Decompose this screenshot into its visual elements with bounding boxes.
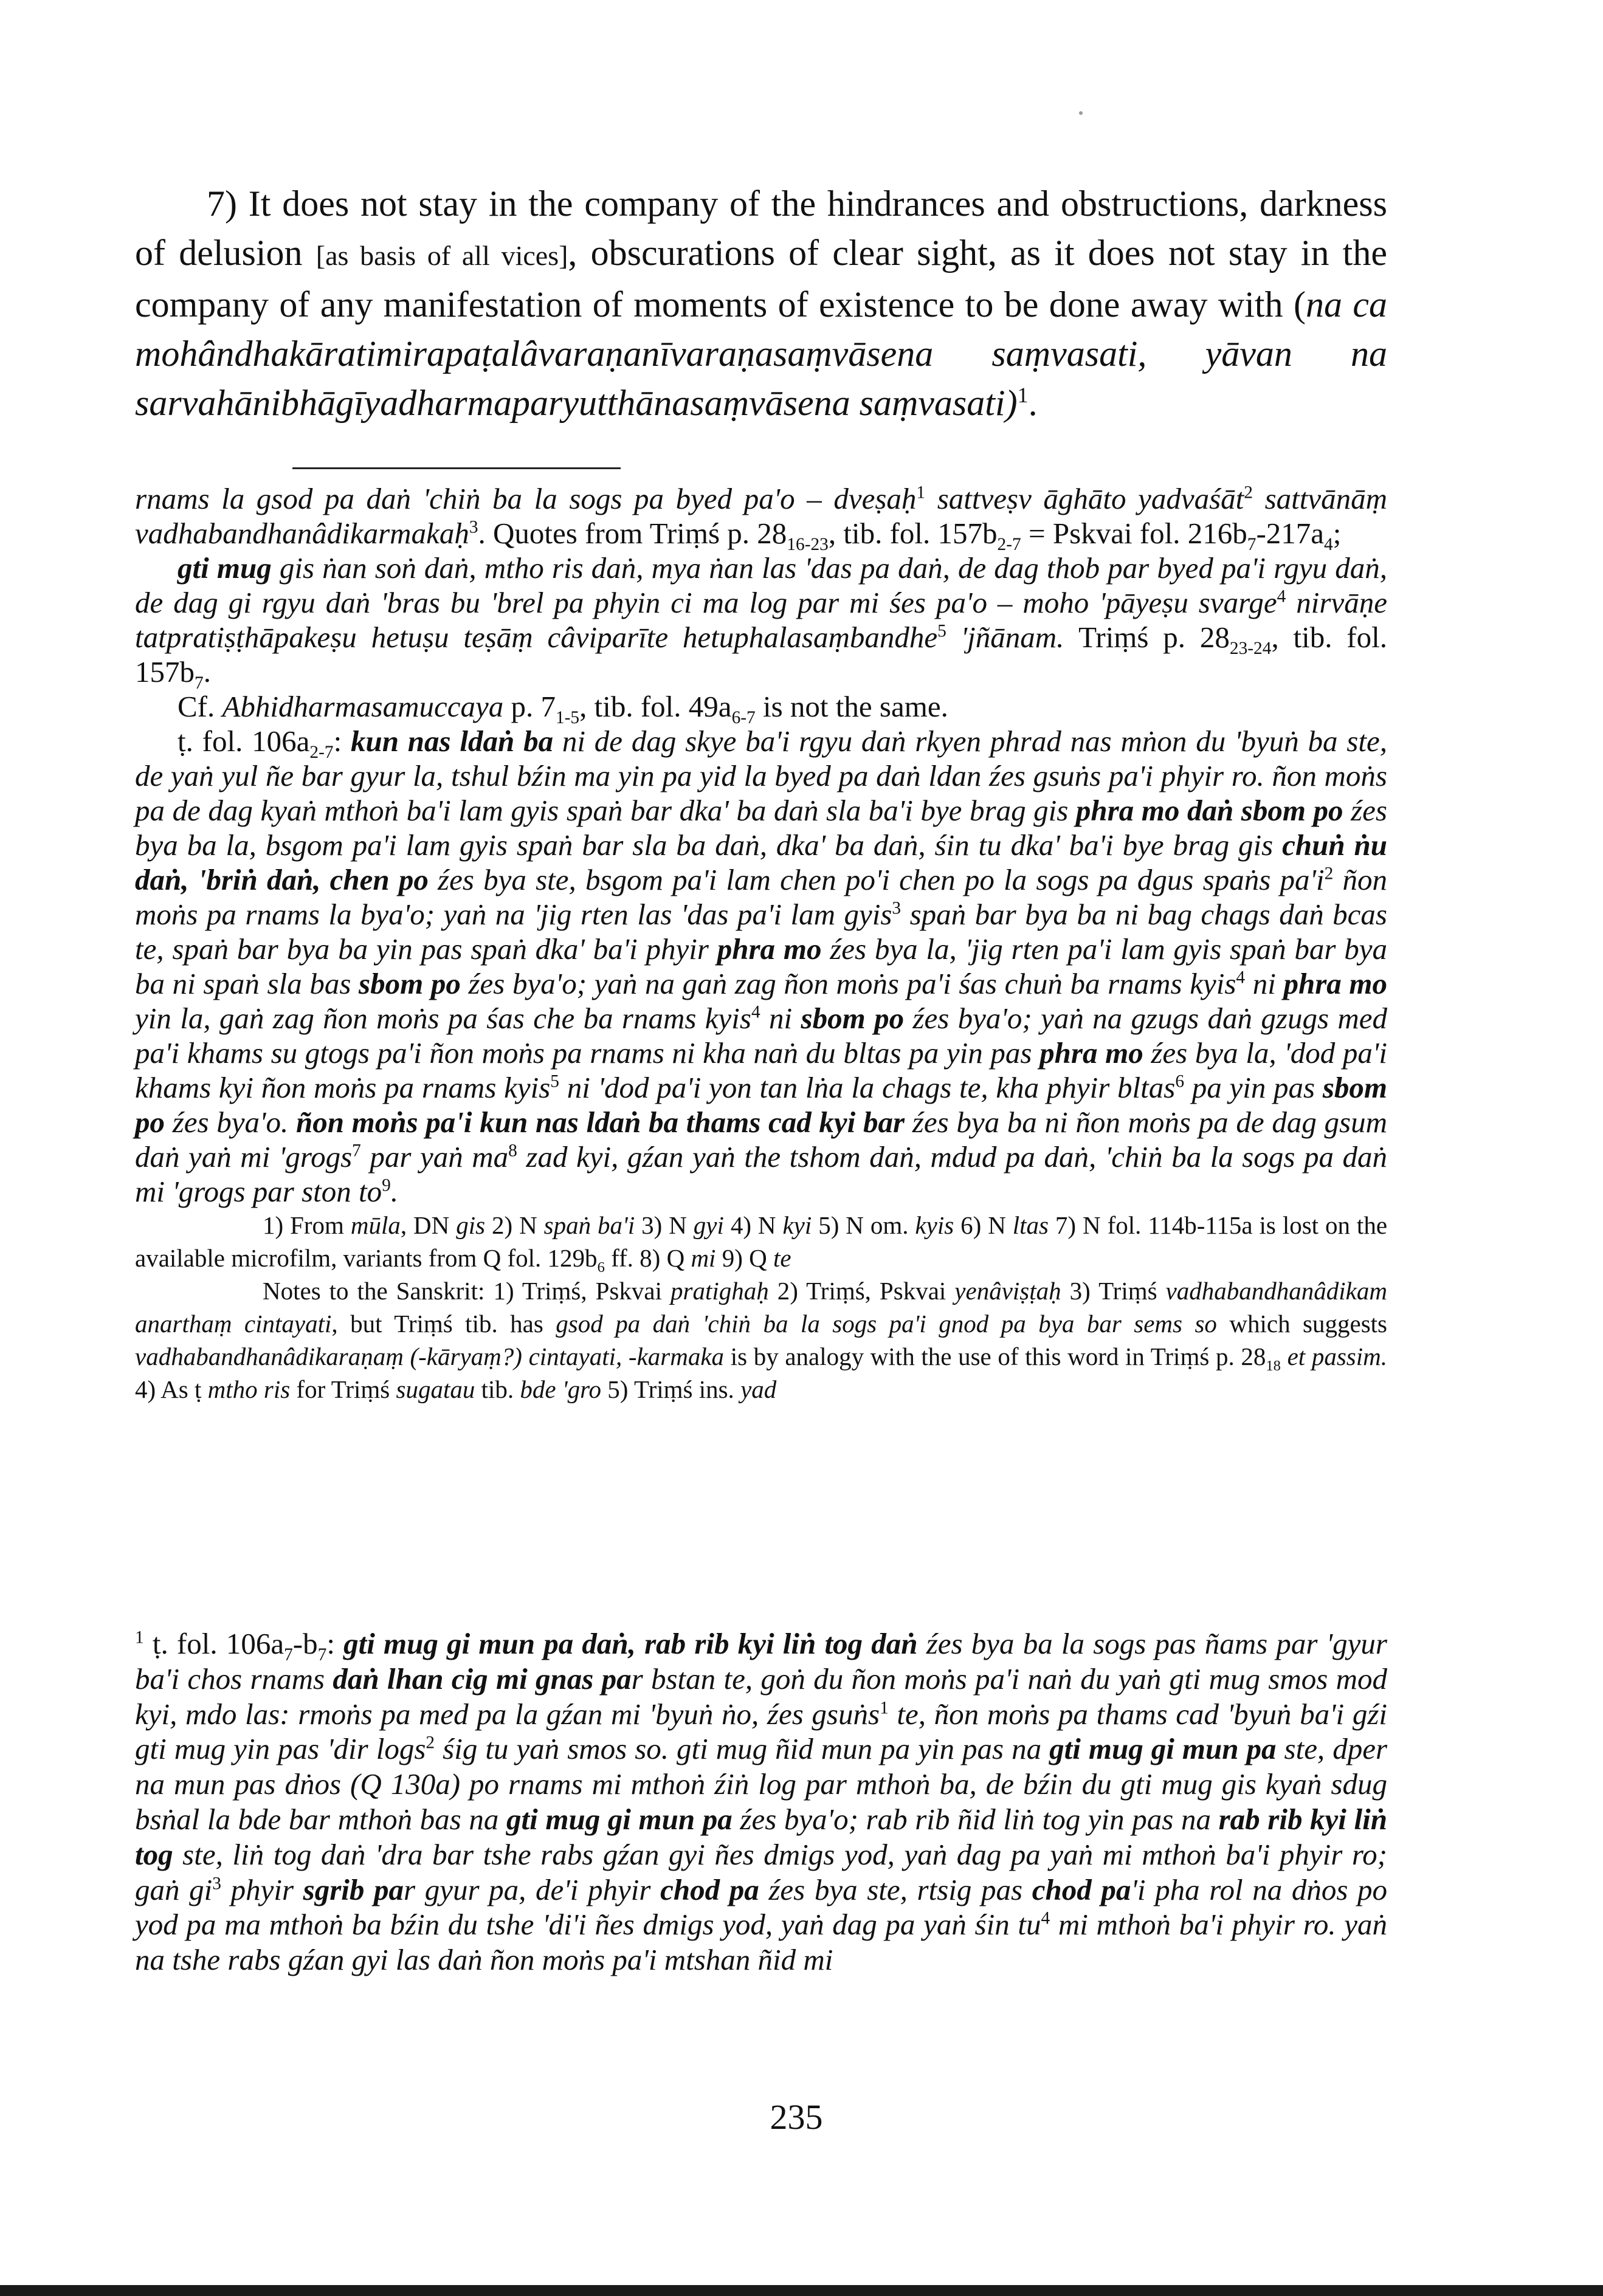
note-paragraph: Cf. Abhidharmasamuccaya p. $7_{1-5}$, tib. fol. $49a_{6-7}$ is not the same. (178, 690, 948, 727)
scan-edge (0, 2285, 1603, 2296)
variant-notes: 1) From mūla, DN gis 2) N spaṅ ba'i 3) N gyi 4) N kyi 5) N om. kyis 6) N ltas 7) N fol. 114b-115a is lost on the available microfilm, variants from Q fol. $129b_6$ ff. 8) Q mi 9) Q te (135, 1211, 1388, 1276)
footnote-marker: 1 (135, 1627, 144, 1648)
sanskrit-quote: na ca mohândhakāratimirapaṭalâvaraṇanīvaraṇasaṃvāsena saṃvasati, yāvan na sarvahānibhāgīyadharmaparyutthānasaṃvāsena saṃvasati (135, 284, 1387, 423)
main-paragraph: 7) It does not stay in the company of the hindrances and obstructions, darkness of delusion [as basis of all vices], obscurations of clear sight, as it does not stay in the company of any manifestation of moments of existence to be done away with (na ca mohândhakāratimirapaṭalâvaraṇanīvaraṇasaṃvāsena saṃvasati, yāvan na sarvahānibhāgīyadharmaparyutthānasaṃvāsena saṃvasati)$^1$. (135, 184, 1387, 423)
page-number: 235 (770, 2097, 823, 2137)
footnotes-block (135, 481, 1387, 1406)
note-paragraph: gti mug gis ṅan soṅ daṅ, mtho ris daṅ, mya ṅan las 'das pa daṅ, de dag thob par byed pa'i rgyu daṅ, de dag gi rgyu daṅ 'bras bu 'brel pa phyin ci ma log par mi śes pa'o – moho 'pāyeṣu svarge$^4$ nirvāṇe tatpratiṣṭhāpakeṣu hetuṣu teṣāṃ câviparīte hetuphalasaṃbandhe$^5$ 'jñānam. Triṃś p. $28_{23-24}$, tib. fol. $157b_7$. (135, 551, 1388, 693)
footnote-separator (292, 467, 621, 469)
scan-speck (1079, 111, 1083, 115)
note-paragraph: $^1$ ṭ. fol. $106a_7-b_7$: gti mug gi mun pa daṅ, rab rib kyi liṅ tog daṅ źes bya ba la sogs pas ñams par 'gyur ba'i chos rnams daṅ lhan cig mi gnas par bstan te, goṅ du ñon moṅs pa'i naṅ du yaṅ gti mug smos mod kyi, mdo las: rmoṅs pa med pa la gźan mi 'byuṅ ṅo, źes gsuṅs$^1$ te, ñon moṅs pa thams cad 'byuṅ ba'i gźi gti mug yin pas 'dir logs$^2$ śig tu yaṅ smos so. gti mug ñid mun pa yin pas na gti mug gi mun pa ste, dper na mun pas dṅos (Q 130a) po rnams mi mthoṅ źiṅ log par mthoṅ ba, de bźin du gti mug gis kyaṅ sdug bsṅal la bde bar mthoṅ bas na gti mug gi mun pa źes bya'o; rab rib ñid liṅ tog yin pas na rab rib kyi liṅ tog ste, liṅ tog daṅ 'dra bar tshe rabs gźan gyi ñes dmigs yod, yaṅ dag pa yaṅ mi mthoṅ ba'i phyir ro; gaṅ $gi^3$ phyir sgrib par gyur pa, de'i phyir chod pa źes bya ste, rtsig pas chod pa'i pha rol na dṅos po yod pa ma mthoṅ ba bźin du tshe 'di'i ñes dmigs yod, yaṅ dag pa yaṅ śin $tu^4$ mi mthoṅ ba'i phyir ro. yaṅ na tshe rabs gźan gyi las daṅ ñon moṅs pa'i mtshan ñid mi (135, 1627, 1388, 1977)
item-number: 7) (207, 184, 237, 224)
footnote-1 (135, 1626, 1387, 1978)
note-paragraph: rnams la gsod pa daṅ 'chiṅ ba la sogs pa byed pa'o – dveṣaḥ$^1$ sattveṣv āghāto yadvaśāt$^2$ sattvānāṃ vadhabandhanâdikarmakaḥ$^3$. Quotes from Triṃś p. $28_{16-23}$, tib. fol. $157b_{2-7}$ = Pskvai fol. $216b_7-217a_4$; (135, 482, 1387, 554)
note-paragraph: ṭ. fol. $106a_{2-7}$: kun nas ldaṅ ba ni de dag skye ba'i rgyu daṅ rkyen phrad nas mṅon du 'byuṅ ba ste, de yaṅ yul ñe bar gyur la, tshul bźin ma yin pa yid la byed pa daṅ ldan źes gsuṅs pa'i phyir ro. ñon moṅs pa de dag kyaṅ mthoṅ ba'i lam gyis spaṅ bar dka' ba daṅ sla ba'i bye brag gis phra mo daṅ sbom po źes bya ba la, bsgom pa'i lam gyis spaṅ bar sla ba daṅ, dka' ba daṅ, śin tu dka' ba'i bye brag gis chuṅ ṅu daṅ, 'briṅ daṅ, chen po źes bya ste, bsgom pa'i lam chen po'i chen po la sogs pa dgus spaṅs $pa'i^2$ ñon moṅs pa rnams la bya'o; yaṅ na 'jig rten las 'das pa'i lam gyis$^3$ spaṅ bar bya ba ni bag chags daṅ bcas te, spaṅ bar bya ba yin pas spaṅ dka' ba'i phyir phra mo źes bya la, 'jig rten pa'i lam gyis spaṅ bar bya ba ni spaṅ sla bas sbom po źes bya'o; yaṅ na gaṅ zag ñon moṅs pa'i śas chuṅ ba rnams kyis$^4$ ni phra mo yin la, gaṅ zag ñon moṅs pa śas che ba rnams kyis$^4$ ni sbom po źes bya'o; yaṅ na gzugs daṅ gzugs med pa'i khams su gtogs pa'i ñon moṅs pa rnams ni kha naṅ du bltas pa yin pas phra mo źes bya la, 'dod pa'i khams kyi ñon moṅs pa rnams kyis$^5$ ni 'dod pa'i yon tan lṅa la chags te, kha phyir bltas$^6$ pa yin pas sbom po źes bya'o. ñon moṅs pa'i kun nas ldaṅ ba thams cad kyi bar źes bya ba ni ñon moṅs pa de dag gsum daṅ yaṅ mi 'grogs$^7$ par yaṅ $ma^8$ zad kyi, gźan yaṅ the tshom daṅ, mdud pa daṅ, 'chiṅ ba la sogs pa daṅ mi 'grogs par ston $to^9$. (135, 724, 1388, 1208)
footnote-ref: 1 (1017, 383, 1029, 407)
sanskrit-notes: Notes to the Sanskrit: 1) Triṃś, Pskvai pratighaḥ 2) Triṃś, Pskvai yenâviṣṭaḥ 3) Triṃś vadhabandhanâdikam anarthaṃ cintayati, but Triṃś tib. has gsod pa daṅ 'chiṅ ba la sogs pa'i gnod pa bya bar sems so which suggests vadhabandhanâdikaraṇaṃ (-kāryaṃ?) cintayati, -karmaka is by analogy with the use of this word in Triṃś p. $28_{18}$ et passim. 4) As ṭ mtho ris for Triṃś sugatau tib. bde 'gro 5) Triṃś ins. yad (135, 1277, 1388, 1403)
bracket-gloss: [as basis of all vices] (315, 240, 568, 271)
